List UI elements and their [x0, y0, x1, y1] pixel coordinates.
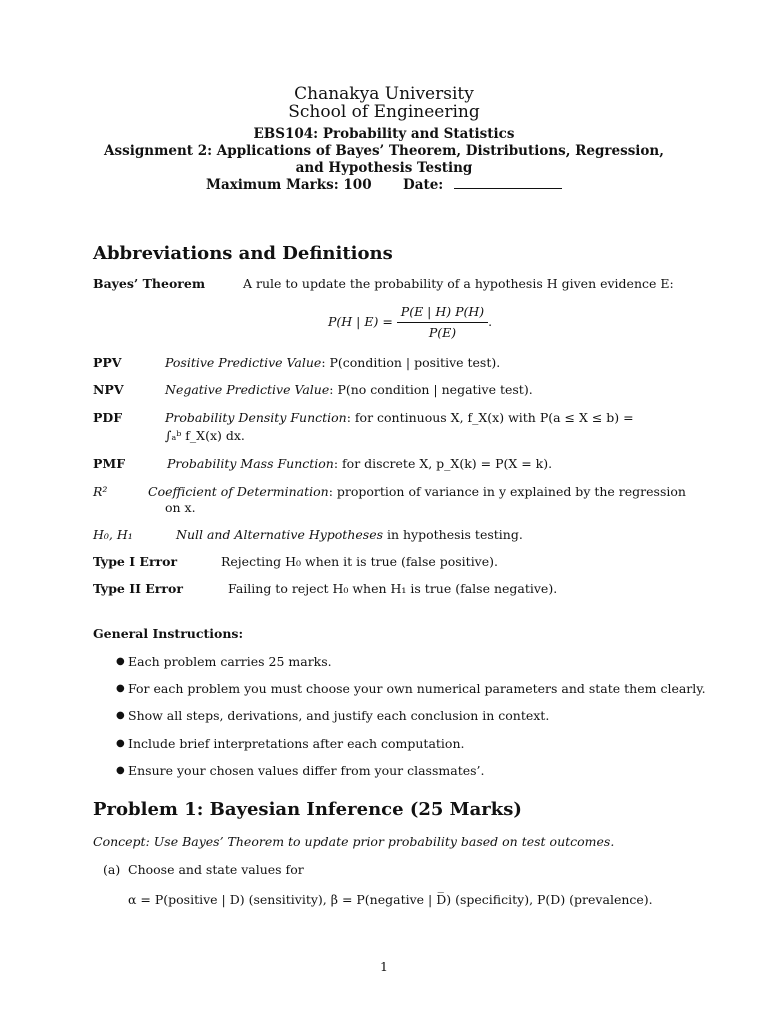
hypotheses-text: in hypothesis testing.: [383, 527, 523, 542]
date-blank: [454, 176, 562, 189]
instruction-item: Each problem carries 25 marks.: [128, 654, 332, 669]
problem1-part-a-text: Choose and state values for: [128, 862, 304, 877]
pdf-text: : for continuous X, f_X(x) with P(a ≤ X ≤ b) =: [346, 410, 634, 425]
instruction-item: Include brief interpretations after each computation.: [128, 736, 465, 751]
bullet-icon: ●: [116, 656, 125, 667]
ppv-label: Positive Predictive Value: [165, 355, 322, 370]
pdf-definition-cont: ∫ₐᵇ f_X(x) dx.: [165, 428, 245, 443]
problem1-concept: Concept: Use Bayes’ Theorem to update prior probability based on test outcomes.: [93, 834, 615, 849]
abbreviations-heading: Abbreviations and Definitions: [93, 243, 393, 264]
page-number: 1: [380, 959, 388, 974]
bayes-definition: A rule to update the probability of a hypothesis H given evidence E:: [243, 276, 674, 291]
pmf-text: : for discrete X, p_X(k) = P(X = k).: [333, 456, 553, 471]
bayes-fraction: [397, 304, 488, 341]
date-label: Date:: [403, 177, 444, 193]
bayes-formula-lhs: P(H | E) =: [328, 314, 393, 329]
instruction-item: For each problem you must choose your own numerical parameters and state them clearly.: [128, 681, 706, 696]
type1-term: Type I Error: [93, 554, 178, 569]
bullet-icon: ●: [116, 738, 125, 749]
r2-label: Coefficient of Determination: [148, 484, 329, 499]
hypotheses-term: H₀, H₁: [93, 527, 133, 542]
assignment-title-line2: and Hypothesis Testing: [295, 160, 473, 176]
bayes-term: Bayes’ Theorem: [93, 276, 206, 291]
type1-definition: Rejecting H₀ when it is true (false positive).: [221, 554, 498, 569]
type2-term: Type II Error: [93, 581, 183, 596]
pdf-label: Probability Density Function: [165, 410, 347, 425]
bayes-denominator: P(E): [428, 325, 457, 340]
r2-term: R²: [93, 484, 108, 499]
assignment-title-line1: Assignment 2: Applications of Bayes’ Theorem, Distributions, Regression,: [104, 143, 664, 159]
pmf-label: Probability Mass Function: [167, 456, 334, 471]
problem1-part-a-formula: α = P(positive | D) (sensitivity), β = P(negative | D̅) (specificity), P(D) (prevalence).: [128, 892, 653, 907]
npv-text: : P(no condition | negative test).: [329, 382, 533, 397]
max-marks: Maximum Marks: 100: [206, 177, 372, 193]
r2-definition-cont: on x.: [165, 500, 196, 515]
pdf-term: PDF: [93, 410, 123, 425]
hypotheses-label: Null and Alternative Hypotheses: [176, 527, 384, 542]
pmf-definition: [167, 456, 552, 472]
npv-definition: [165, 382, 533, 398]
ppv-definition: [165, 355, 500, 371]
npv-term: NPV: [93, 382, 124, 397]
school-name: School of Engineering: [288, 102, 480, 122]
problem1-part-a-label: (a): [103, 862, 121, 877]
ppv-text: : P(condition | positive test).: [321, 355, 501, 370]
problem1-heading: Problem 1: Bayesian Inference (25 Marks): [93, 799, 522, 820]
course-title: EBS104: Probability and Statistics: [253, 126, 515, 142]
r2-text: : proportion of variance in y explained by the regression: [328, 484, 686, 499]
ppv-term: PPV: [93, 355, 122, 370]
bayes-formula: P(H | E) = $\frac{P(E | H) P(H)}{P(E)}$ .: [328, 304, 493, 340]
instruction-item: Ensure your chosen values differ from your classmates’.: [128, 763, 485, 778]
r2-definition: [148, 484, 686, 500]
type2-definition: Failing to reject H₀ when H₁ is true (false negative).: [228, 581, 558, 596]
pdf-definition: [165, 410, 634, 426]
marks-date-line: [0, 176, 768, 194]
bullet-icon: ●: [116, 710, 125, 721]
bayes-numerator: P(E | H) P(H): [397, 304, 488, 323]
bullet-icon: ●: [116, 765, 125, 776]
instructions-heading: General Instructions:: [93, 626, 244, 641]
npv-label: Negative Predictive Value: [165, 382, 330, 397]
hypotheses-definition: [176, 527, 523, 543]
bullet-icon: ●: [116, 683, 125, 694]
instruction-item: Show all steps, derivations, and justify each conclusion in context.: [128, 708, 550, 723]
university-name: Chanakya University: [294, 84, 474, 104]
pmf-term: PMF: [93, 456, 126, 471]
